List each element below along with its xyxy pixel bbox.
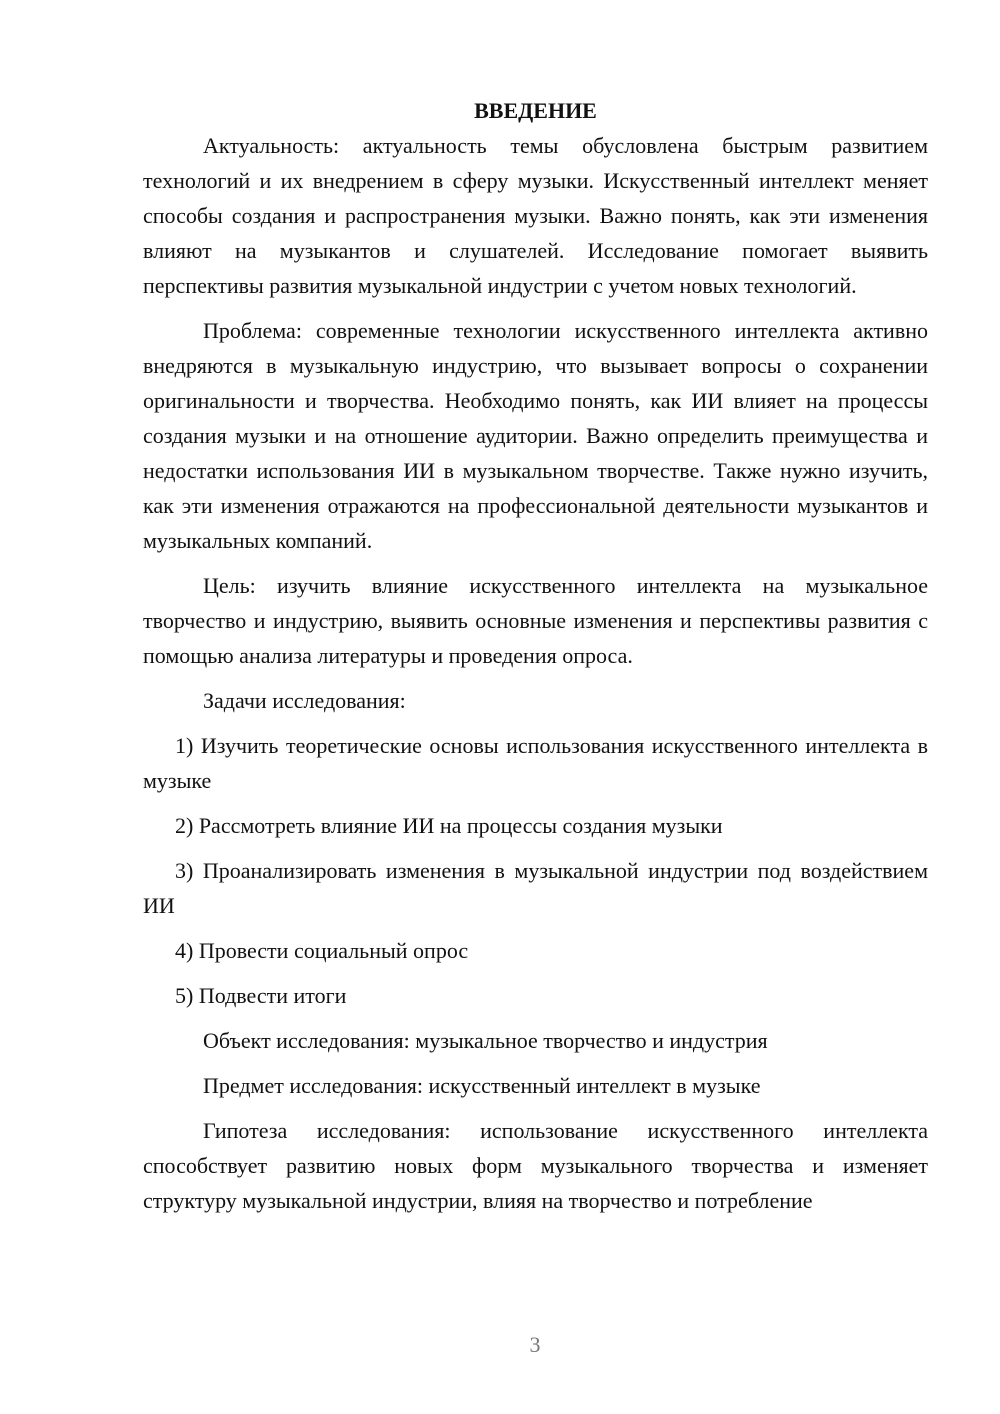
task-item-2: 2) Рассмотреть влияние ИИ на процессы создания музыки [175,813,723,838]
research-subject: Предмет исследования: искусственный интеллект в музыке [203,1073,761,1098]
problem-paragraph: Проблема: современные технологии искусственного интеллекта активно внедряются в музыкальную индустрию, что вызывает вопросы о сохранении оригинальности и творчества. Необходимо понять, как ИИ влияет на процессы создания музыки и на отношение аудитории. Важно определить преимущества и недостатки использования ИИ в музыкальном творчестве. Также нужно изучить, как эти изменения отражаются на профессиональной деятельности музыкантов и музыкальных компаний. [143,318,928,553]
tasks-heading: Задачи исследования: [203,688,406,713]
document-body [143,93,928,1218]
task-item-1: 1) Изучить теоретические основы использования искусственного интеллекта в музыке [143,733,928,793]
research-hypothesis: Гипотеза исследования: использование искусственного интеллекта способствует развитию новых форм музыкального творчества и изменяет структуру музыкальной индустрии, влияя на творчество и потребление [143,1118,928,1213]
goal-paragraph: Цель: изучить влияние искусственного интеллекта на музыкальное творчество и индустрию, выявить основные изменения и перспективы развития с помощью анализа литературы и проведения опроса. [143,573,928,668]
relevance-paragraph: Актуальность: актуальность темы обусловлена быстрым развитием технологий и их внедрением в сферу музыки. Искусственный интеллект меняет способы создания и распространения музыки. Важно понять, как эти изменения влияют на музыкантов и слушателей. Исследование помогает выявить перспективы развития музыкальной индустрии с учетом новых технологий. [143,133,928,298]
page-number: 3 [529,1332,541,1357]
task-item-4: 4) Провести социальный опрос [175,938,469,963]
task-item-3: 3) Проанализировать изменения в музыкальной индустрии под воздействием ИИ [143,858,928,918]
research-object: Объект исследования: музыкальное творчество и индустрия [203,1028,768,1053]
task-item-5: 5) Подвести итоги [175,983,347,1008]
page-title: ВВЕДЕНИЕ [474,98,597,123]
